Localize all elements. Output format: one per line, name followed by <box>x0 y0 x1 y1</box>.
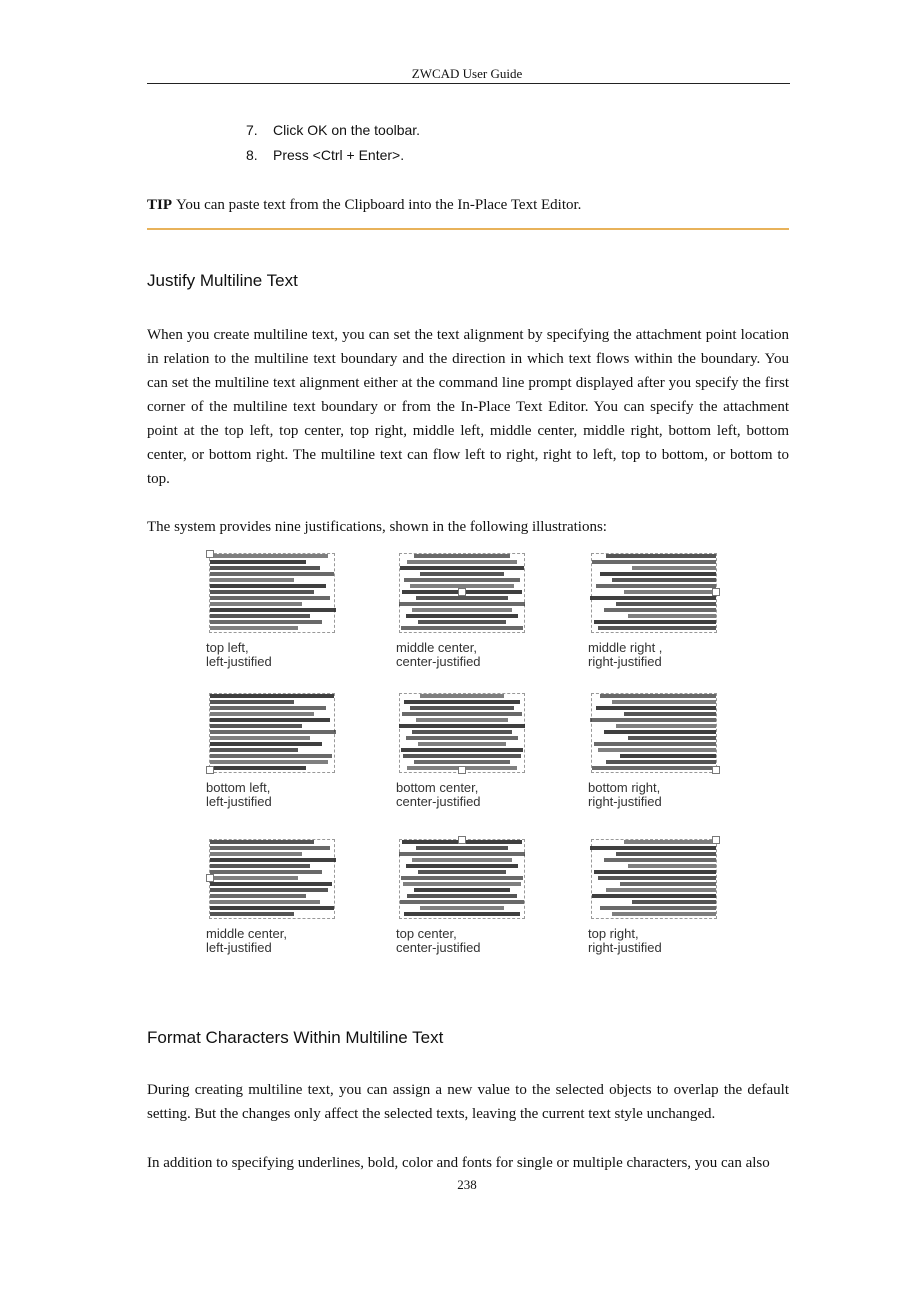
sample-text-line <box>418 620 506 624</box>
sample-text-line <box>210 718 330 722</box>
justification-caption <box>396 641 546 669</box>
sample-text-line <box>596 584 716 588</box>
sample-text-line <box>210 906 334 910</box>
text-block-sample <box>396 690 526 775</box>
sample-text-line <box>210 560 306 564</box>
sample-text-line <box>210 846 330 850</box>
caption-justification: right-justified <box>588 654 662 669</box>
caption-justification: center-justified <box>396 940 481 955</box>
text-block-sample <box>588 550 718 635</box>
sample-text-line <box>624 712 716 716</box>
sample-text-line <box>210 882 332 886</box>
justification-caption <box>206 781 356 809</box>
sample-text-line <box>592 766 716 770</box>
sample-text-line <box>416 718 508 722</box>
sample-text-line <box>420 906 504 910</box>
sample-text-line <box>598 876 716 880</box>
sample-text-line <box>404 700 520 704</box>
sample-text-line <box>210 736 310 740</box>
justification-illustrations <box>200 546 730 966</box>
text-block-sample <box>396 550 526 635</box>
sample-text-line <box>210 608 336 612</box>
sample-text-line <box>210 858 336 862</box>
sample-text-line <box>210 912 294 916</box>
page-number: 238 <box>457 1177 477 1192</box>
caption-justification: center-justified <box>396 794 481 809</box>
text-block-sample <box>206 550 336 635</box>
justification-example <box>206 836 356 966</box>
sample-text-line <box>210 614 310 618</box>
sample-text-line <box>210 572 334 576</box>
sample-text-line <box>594 620 716 624</box>
sample-text-line <box>210 760 328 764</box>
sample-text-line <box>210 712 314 716</box>
attachment-point-grip <box>458 836 466 844</box>
sample-text-line <box>406 864 518 868</box>
sample-text-line <box>628 736 716 740</box>
justification-caption <box>588 641 738 669</box>
text-block-sample <box>588 836 718 921</box>
attachment-point-grip <box>206 874 214 882</box>
sample-text-line <box>632 566 716 570</box>
sample-text-line <box>406 614 518 618</box>
tip-label: TIP <box>147 197 173 213</box>
justification-caption <box>396 927 546 955</box>
text-block-sample <box>588 690 718 775</box>
sample-text-line <box>590 846 716 850</box>
sample-text-line <box>612 700 716 704</box>
sample-text-line <box>592 560 716 564</box>
sample-text-line <box>210 876 298 880</box>
attachment-point-grip <box>712 836 720 844</box>
section-heading-format-characters: Format Characters Within Multiline Text <box>147 1028 444 1047</box>
justification-caption <box>396 781 546 809</box>
sample-text-line <box>406 736 518 740</box>
paragraph-justify-intro: When you create multiline text, you can set the text alignment by specifying the attachment point location in relation to the multiline text boundary and the direction in which text flows within the boundary. You can set the multiline text alignment either at the command line prompt displayed after you specify the first corner of the multiline text boundary or from the In-Place Text Editor. You can specify the attachment point at the top left, top center, top right, middle left, middle center, middle right, bottom left, bottom center, or bottom right. The multiline text can flow left to right, right to left, top to bottom, or bottom to top. <box>147 327 789 487</box>
sample-text-line <box>604 858 716 862</box>
sample-text-line <box>420 694 504 698</box>
sample-text-line <box>210 694 334 698</box>
sample-text-line <box>210 864 310 868</box>
justification-example <box>396 690 546 820</box>
justification-caption <box>206 641 356 669</box>
sample-text-line <box>412 858 512 862</box>
sample-text-line <box>600 694 716 698</box>
attachment-point-grip <box>206 550 214 558</box>
caption-justification: left-justified <box>206 794 272 809</box>
sample-text-line <box>590 596 716 600</box>
caption-position: bottom center, <box>396 780 479 795</box>
sample-text-line <box>616 852 716 856</box>
sample-text-line <box>403 754 521 758</box>
sample-text-line <box>210 870 322 874</box>
caption-justification: left-justified <box>206 940 272 955</box>
sample-text-line <box>210 724 302 728</box>
sample-text-line <box>624 840 716 844</box>
sample-text-line <box>598 748 716 752</box>
caption-justification: right-justified <box>588 940 662 955</box>
sample-text-line <box>590 718 716 722</box>
tip-note <box>147 197 581 214</box>
paragraph-format-characters: During creating multiline text, you can assign a new value to the selected objects to overlap the default setting. But the changes only affect the selected texts, leaving the current text style unchanged. <box>147 1082 789 1122</box>
sample-text-line <box>412 730 512 734</box>
justification-caption <box>588 781 738 809</box>
sample-text-line <box>420 572 504 576</box>
sample-text-line <box>401 876 523 880</box>
sample-text-line <box>210 602 302 606</box>
sample-text-line <box>616 602 716 606</box>
sample-text-line <box>606 888 716 892</box>
sample-text-line <box>400 566 524 570</box>
sample-text-line <box>210 894 306 898</box>
sample-text-line <box>594 742 716 746</box>
sample-text-line <box>210 742 322 746</box>
attachment-point-grip <box>458 766 466 774</box>
sample-text-line <box>399 724 525 728</box>
step-text: Press <Ctrl + Enter>. <box>273 147 405 163</box>
sample-text-line <box>414 760 510 764</box>
sample-text-line <box>598 626 716 630</box>
sample-text-line <box>210 578 294 582</box>
sample-text-line <box>620 882 716 886</box>
sample-text-line <box>596 706 716 710</box>
sample-text-line <box>210 566 320 570</box>
sample-text-line <box>620 754 716 758</box>
sample-text-line <box>210 754 332 758</box>
caption-position: middle center, <box>206 926 287 941</box>
sample-text-line <box>210 620 322 624</box>
sample-text-line <box>604 730 716 734</box>
justification-example <box>206 690 356 820</box>
sample-text-line <box>616 724 716 728</box>
paragraph-format-characters-continued: In addition to specifying underlines, bold, color and fonts for single or multiple characters, you can also <box>147 1155 770 1171</box>
sample-text-line <box>416 846 508 850</box>
text-block-sample <box>206 836 336 921</box>
sample-text-line <box>600 906 716 910</box>
justification-caption <box>588 927 738 955</box>
caption-position: bottom left, <box>206 780 271 795</box>
attachment-point-grip <box>458 588 466 596</box>
sample-text-line <box>400 900 524 904</box>
caption-position: top center, <box>396 926 457 941</box>
justification-example <box>588 690 738 820</box>
text-block-sample <box>396 836 526 921</box>
tip-rule <box>147 228 789 230</box>
sample-text-line <box>210 584 326 588</box>
sample-text-line <box>401 626 523 630</box>
sample-text-line <box>210 900 320 904</box>
caption-position: middle right , <box>588 640 663 655</box>
sample-text-line <box>210 590 314 594</box>
sample-text-line <box>210 730 336 734</box>
sample-text-line <box>414 554 510 558</box>
sample-text-line <box>210 706 326 710</box>
sample-text-line <box>592 894 716 898</box>
sample-text-line <box>410 706 514 710</box>
sample-text-line <box>399 602 525 606</box>
sample-text-line <box>612 578 716 582</box>
justification-example <box>206 550 356 680</box>
sample-text-line <box>210 888 328 892</box>
sample-text-line <box>210 554 328 558</box>
sample-text-line <box>412 608 512 612</box>
sample-text-line <box>606 760 716 764</box>
sample-text-line <box>600 572 716 576</box>
sample-text-line <box>628 614 716 618</box>
sample-text-line <box>404 578 520 582</box>
paragraph-nine-justifications: The system provides nine justifications, shown in the following illustrations: <box>147 519 607 535</box>
sample-text-line <box>399 852 525 856</box>
sample-text-line <box>612 912 716 916</box>
sample-text-line <box>210 596 330 600</box>
sample-text-line <box>604 608 716 612</box>
justification-example <box>396 836 546 966</box>
header-rule <box>147 83 790 84</box>
sample-text-line <box>210 700 294 704</box>
step-item <box>246 122 420 147</box>
sample-text-line <box>628 864 716 868</box>
sample-text-line <box>210 748 298 752</box>
sample-text-line <box>632 900 716 904</box>
caption-position: middle center, <box>396 640 477 655</box>
caption-justification: right-justified <box>588 794 662 809</box>
justification-example <box>588 550 738 680</box>
sample-text-line <box>418 870 506 874</box>
sample-text-line <box>402 712 522 716</box>
sample-text-line <box>210 766 306 770</box>
attachment-point-grip <box>206 766 214 774</box>
tip-text: You can paste text from the Clipboard into the In-Place Text Editor. <box>176 197 582 213</box>
step-list <box>246 122 420 172</box>
sample-text-line <box>407 560 517 564</box>
section-heading-justify: Justify Multiline Text <box>147 271 298 290</box>
sample-text-line <box>210 626 298 630</box>
sample-text-line <box>594 870 716 874</box>
caption-position: bottom right, <box>588 780 661 795</box>
sample-text-line <box>403 882 521 886</box>
sample-text-line <box>416 596 508 600</box>
sample-text-line <box>401 748 523 752</box>
sample-text-line <box>210 840 314 844</box>
page-header-title: ZWCAD User Guide <box>411 66 523 81</box>
step-number: 7. <box>246 122 258 138</box>
attachment-point-grip <box>712 588 720 596</box>
caption-justification: left-justified <box>206 654 272 669</box>
caption-position: top left, <box>206 640 249 655</box>
sample-text-line <box>414 888 510 892</box>
justification-example <box>588 836 738 966</box>
step-item <box>246 147 420 172</box>
sample-text-line <box>210 852 302 856</box>
caption-position: top right, <box>588 926 639 941</box>
justification-caption <box>206 927 356 955</box>
sample-text-line <box>606 554 716 558</box>
justification-example <box>396 550 546 680</box>
caption-justification: center-justified <box>396 654 481 669</box>
text-block-sample <box>206 690 336 775</box>
step-number: 8. <box>246 147 258 163</box>
sample-text-line <box>624 590 716 594</box>
step-text: Click OK on the toolbar. <box>273 122 421 138</box>
sample-text-line <box>404 912 520 916</box>
attachment-point-grip <box>712 766 720 774</box>
sample-text-line <box>407 894 517 898</box>
sample-text-line <box>418 742 506 746</box>
